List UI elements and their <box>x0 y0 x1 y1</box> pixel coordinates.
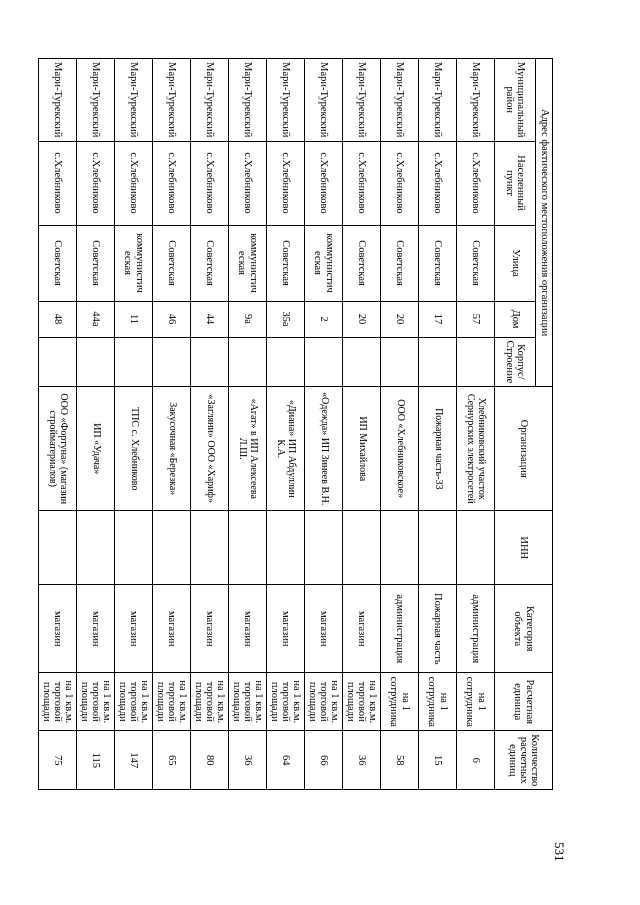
cell-locality: с.Хлебниково <box>267 141 305 225</box>
cell-district: Мари-Турекский <box>305 59 343 142</box>
cell-inn <box>115 511 153 585</box>
cell-unit: на 1 кв.м. торговой площади <box>343 673 381 731</box>
cell-street: Советская <box>39 225 77 301</box>
cell-inn <box>77 511 115 585</box>
cell-locality: с.Хлебниково <box>153 141 191 225</box>
table-row <box>153 59 191 790</box>
cell-unit: на 1 сотрудника <box>457 673 495 731</box>
cell-building <box>77 337 115 387</box>
cell-locality: с.Хлебниково <box>419 141 457 225</box>
cell-building <box>191 337 229 387</box>
cell-district: Мари-Турекский <box>191 59 229 142</box>
cell-house: 11 <box>115 301 153 337</box>
cell-locality: с.Хлебниково <box>39 141 77 225</box>
cell-locality: с.Хлебниково <box>229 141 267 225</box>
cell-count: 147 <box>115 731 153 790</box>
cell-organization: «Одежда» ИП Зинеев В.Н. <box>305 387 343 511</box>
cell-unit: на 1 кв.м. торговой площади <box>305 673 343 731</box>
cell-organization: «Загляни» ООО «Хариф» <box>191 387 229 511</box>
table-row <box>267 59 305 790</box>
cell-unit: на 1 сотрудника <box>381 673 419 731</box>
cell-house: 57 <box>457 301 495 337</box>
cell-category: магазин <box>191 585 229 673</box>
cell-house: 20 <box>343 301 381 337</box>
cell-inn <box>191 511 229 585</box>
cell-organization: ООО «Хлебниковское» <box>381 387 419 511</box>
cell-house: 46 <box>153 301 191 337</box>
page-number: 531 <box>552 842 567 862</box>
cell-count: 15 <box>419 731 457 790</box>
cell-street: коммунистич еская <box>115 225 153 301</box>
cell-organization: Пожарная часть-33 <box>419 387 457 511</box>
cell-street: коммунистич еская <box>305 225 343 301</box>
cell-organization: ООО «Фортуна» (магазин стройматериалов) <box>39 387 77 511</box>
cell-building <box>115 337 153 387</box>
cell-unit: на 1 кв.м. торговой площади <box>39 673 77 731</box>
cell-count: 75 <box>39 731 77 790</box>
cell-building <box>343 337 381 387</box>
cell-category: магазин <box>343 585 381 673</box>
cell-locality: с.Хлебниково <box>343 141 381 225</box>
cell-locality: с.Хлебниково <box>77 141 115 225</box>
table-row <box>343 59 381 790</box>
cell-building <box>153 337 191 387</box>
cell-category: Пожарная часть <box>419 585 457 673</box>
cell-building <box>267 337 305 387</box>
cell-count: 66 <box>305 731 343 790</box>
table-row <box>229 59 267 790</box>
cell-inn <box>305 511 343 585</box>
cell-unit: на 1 кв.м. торговой площади <box>229 673 267 731</box>
cell-house: 44 <box>191 301 229 337</box>
cell-category: администрация <box>381 585 419 673</box>
cell-category: магазин <box>115 585 153 673</box>
header-unit: Расчетная единица <box>495 673 553 731</box>
header-locality: Населенный пункт <box>495 141 536 225</box>
cell-inn <box>229 511 267 585</box>
cell-street: Советская <box>267 225 305 301</box>
cell-locality: с.Хлебниково <box>305 141 343 225</box>
cell-district: Мари-Турекский <box>115 59 153 142</box>
cell-building <box>419 337 457 387</box>
header-count: Количество расчетных единиц <box>495 731 553 790</box>
header-organization: Организация <box>495 387 553 511</box>
cell-category: магазин <box>305 585 343 673</box>
cell-district: Мари-Турекский <box>229 59 267 142</box>
cell-street: Советская <box>381 225 419 301</box>
header-category: Категория объекта <box>495 585 553 673</box>
cell-house: 35а <box>267 301 305 337</box>
cell-unit: на 1 кв.м. торговой площади <box>191 673 229 731</box>
cell-locality: с.Хлебниково <box>381 141 419 225</box>
cell-street: коммунистич еская <box>229 225 267 301</box>
cell-district: Мари-Турекский <box>419 59 457 142</box>
cell-district: Мари-Турекский <box>153 59 191 142</box>
cell-count: 65 <box>153 731 191 790</box>
table-row <box>381 59 419 790</box>
cell-category: магазин <box>39 585 77 673</box>
cell-building <box>457 337 495 387</box>
cell-street: Советская <box>457 225 495 301</box>
table-row <box>457 59 495 790</box>
cell-building <box>305 337 343 387</box>
cell-street: Советская <box>419 225 457 301</box>
cell-building <box>39 337 77 387</box>
table-row <box>305 59 343 790</box>
cell-organization: ИП Михайлова <box>343 387 381 511</box>
cell-unit: на 1 кв.м. торговой площади <box>267 673 305 731</box>
cell-inn <box>39 511 77 585</box>
cell-street: Советская <box>153 225 191 301</box>
cell-organization: «Диана» ИП Абдуллин К.А. <box>267 387 305 511</box>
header-street: Улица <box>495 225 536 301</box>
cell-house: 9а <box>229 301 267 337</box>
cell-category: магазин <box>267 585 305 673</box>
cell-house: 20 <box>381 301 419 337</box>
cell-street: Советская <box>77 225 115 301</box>
cell-locality: с.Хлебниково <box>115 141 153 225</box>
cell-street: Советская <box>191 225 229 301</box>
cell-inn <box>267 511 305 585</box>
cell-unit: на 1 кв.м. торговой площади <box>153 673 191 731</box>
cell-count: 36 <box>343 731 381 790</box>
cell-district: Мари-Турекский <box>77 59 115 142</box>
cell-inn <box>381 511 419 585</box>
cell-street: Советская <box>343 225 381 301</box>
cell-district: Мари-Турекский <box>381 59 419 142</box>
cell-district: Мари-Турекский <box>267 59 305 142</box>
cell-house: 48 <box>39 301 77 337</box>
cell-category: администрация <box>457 585 495 673</box>
cell-count: 80 <box>191 731 229 790</box>
cell-district: Мари-Турекский <box>457 59 495 142</box>
cell-organization: «Агат» в ИП Алексеева Л.Ш. <box>229 387 267 511</box>
header-district: Муниципальный район <box>495 59 536 142</box>
cell-count: 115 <box>77 731 115 790</box>
cell-locality: с.Хлебниково <box>191 141 229 225</box>
cell-building <box>229 337 267 387</box>
header-inn: ИНН <box>495 511 553 585</box>
cell-organization: ТПС с. Хлебниково <box>115 387 153 511</box>
table-row <box>191 59 229 790</box>
cell-count: 36 <box>229 731 267 790</box>
cell-count: 6 <box>457 731 495 790</box>
cell-organization: Закусочная «Березка» <box>153 387 191 511</box>
cell-district: Мари-Турекский <box>343 59 381 142</box>
header-house: Дом <box>495 301 536 337</box>
cell-inn <box>419 511 457 585</box>
cell-house: 44а <box>77 301 115 337</box>
cell-count: 64 <box>267 731 305 790</box>
header-building: Корпус/ Строение <box>495 337 536 387</box>
cell-inn <box>343 511 381 585</box>
cell-category: магазин <box>153 585 191 673</box>
organizations-table <box>38 58 553 790</box>
cell-category: магазин <box>229 585 267 673</box>
cell-house: 17 <box>419 301 457 337</box>
cell-unit: на 1 кв.м. торговой площади <box>77 673 115 731</box>
table-row <box>39 59 77 790</box>
cell-unit: на 1 сотрудника <box>419 673 457 731</box>
cell-inn <box>457 511 495 585</box>
cell-locality: с.Хлебниково <box>457 141 495 225</box>
cell-building <box>381 337 419 387</box>
cell-organization: ИП «Удача» <box>77 387 115 511</box>
cell-count: 58 <box>381 731 419 790</box>
table-row <box>77 59 115 790</box>
cell-unit: на 1 кв.м. торговой площади <box>115 673 153 731</box>
table-row <box>115 59 153 790</box>
cell-organization: Хлебниковский участок Сернурских электросетей <box>457 387 495 511</box>
cell-house: 2 <box>305 301 343 337</box>
cell-district: Мари-Турекский <box>39 59 77 142</box>
address-group-header: Адрес фактического местоположения организации <box>536 59 553 387</box>
cell-category: магазин <box>77 585 115 673</box>
cell-inn <box>153 511 191 585</box>
table-row <box>419 59 457 790</box>
